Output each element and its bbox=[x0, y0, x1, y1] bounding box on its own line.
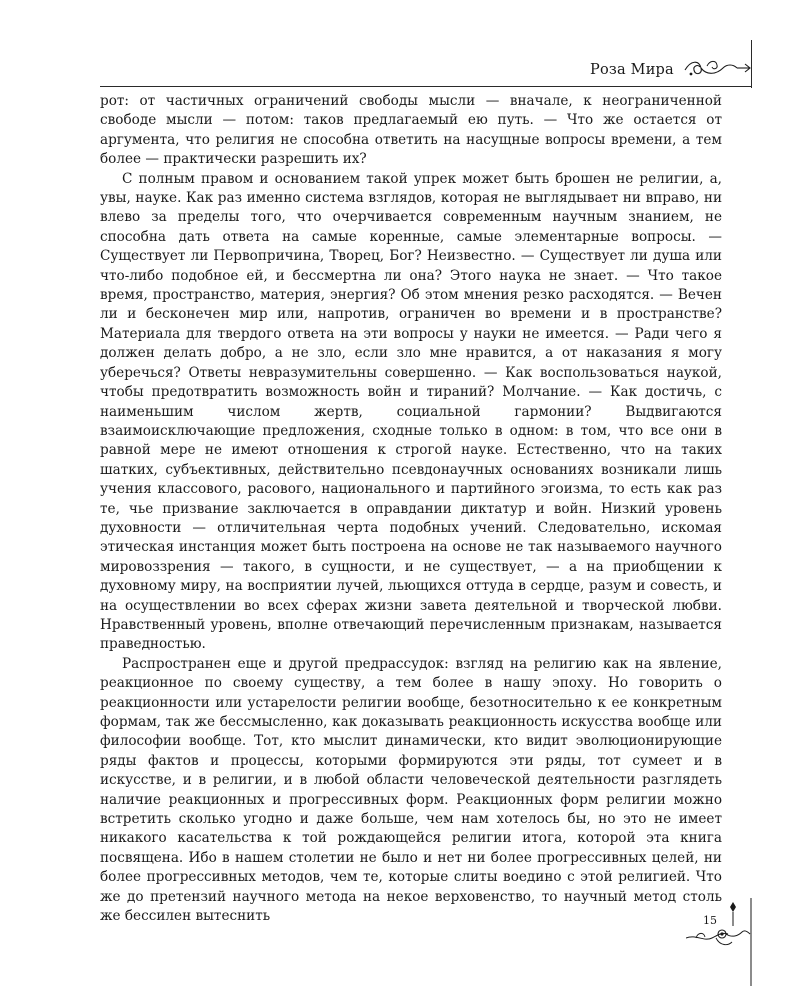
running-head-title: Роза Мира bbox=[590, 62, 674, 78]
paragraph: рот: от частичных ограничений свободы мысли — вначале, к неограниченной свободе мысли — потом: таков предлагаемый ею путь. — Что же остается от аргумента, что религия не способна ответить на насущные вопросы времени, а тем более — практически разрешить их? bbox=[100, 93, 722, 168]
header-rule bbox=[100, 86, 752, 87]
rose-flourish-icon bbox=[686, 898, 752, 986]
page-number: 15 bbox=[703, 914, 717, 927]
page-body bbox=[100, 92, 722, 926]
paragraph: С полным правом и основанием такой упрек может быть брошен не религии, а, увы, науке. Как раз именно система взглядов, которая не выглядывает ни вправо, ни влево за пределы того, что очерчивается современным научным знанием, не способна дать ответа на самые коренные, самые элементарные вопросы. — Существует ли Первопричина, Творец, Бог? Неизвестно. — Существует ли душа или что-либо подобное ей, и бессмертна ли она? Этого наука не знает. — Что такое время, пространство, материя, энергия? Об этом мнения резко расходятся. — Вечен ли и бесконечен мир или, напротив, ограничен во времени и в пространстве? Материала для твердого ответа на эти вопросы у науки не имеется. — Ради чего я должен делать добро, а не зло, если зло мне нравится, а от наказания я могу уберечься? Ответы невразумительны совершенно. — Как воспользоваться наукой, чтобы предотвратить возможность войн и тираний? Молчание. — Как достичь, с наименьшим числом жертв, социальной гармонии? Выдвигаются взаимоисключающие предложения, сходные только в одном: в том, что все они в равной мере не имеют отношения к строгой науке. Естественно, что на таких шатких, субъективных, действительно псевдонаучных основаниях возникали лишь учения классового, расового, национального и партийного эгоизма, то есть как раз те, чье призвание заключается в оправдании диктатур и войн. Низкий уровень духовности — отличительная черта подобных учений. Следовательно, искомая этическая инстанция может быть построена на основе не так называемого научного мировоззрения — такого, в сущности, и не существует, — а на приобщении к духовному миру, на восприятии лучей, льющихся оттуда в сердце, разум и совесть, и на осуществлении во всех сферах жизни завета деятельной и творческой любви. Нравственный уровень, вполне отвечающий перечисленным признакам, называется праведностью. bbox=[100, 170, 722, 653]
scroll-flourish-icon bbox=[683, 52, 753, 80]
header-vertical-rule bbox=[751, 40, 752, 88]
paragraph: Распространен еще и другой предрассудок: взгляд на религию как на явление, реакционное по своему существу, а тем более в нашу эпоху. Но говорить о реакционности или устарелости религии вообще, безотносительно к ее конкретным формам, так же бессмысленно, как доказывать реакционность искусства вообще или философии вообще. Тот, кто мыслит динамически, кто видит эволюционирующие ряды фактов и процессы, которыми формируются эти ряды, тот сумеет и в искусстве, и в религии, и в любой области человеческой деятельности разглядеть наличие реакционных и прогрессивных форм. Реакционных форм религии можно встретить сколько угодно и даже больше, чем нам хотелось бы, но это не имеет никакого касательства к той рождающейся религии итога, которой эта книга посвящена. Ибо в нашем столетии не было и нет ни более прогрессивных целей, ни более прогрессивных методов, чем те, которые слиты воедино с этой религией. Что же до претензий научного метода на некое верховенство, то научный метод столь же бессилен вытеснить bbox=[100, 655, 722, 925]
